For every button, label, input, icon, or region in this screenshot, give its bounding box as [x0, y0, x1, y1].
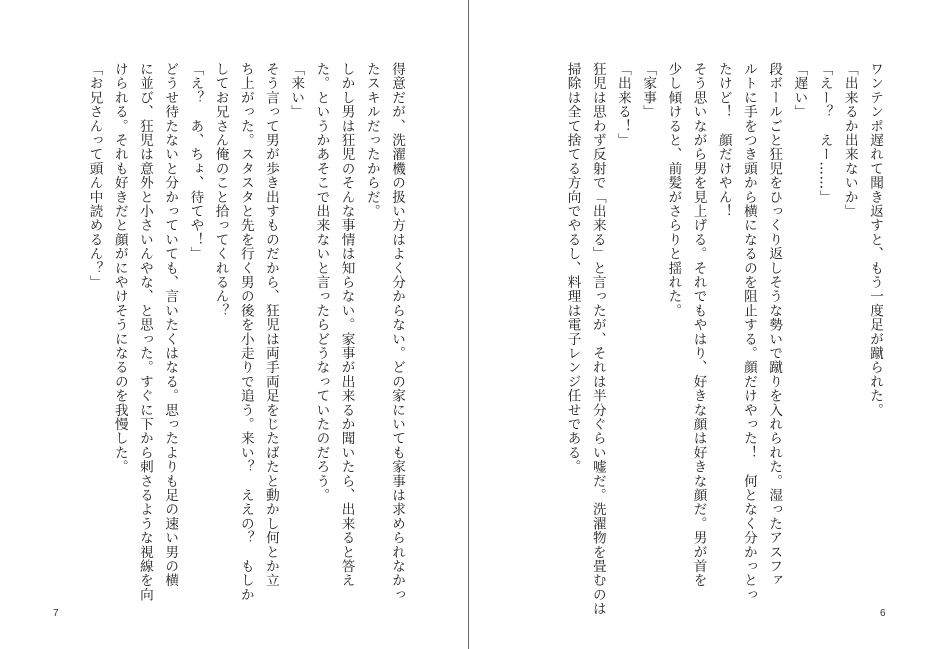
- right-line: 「家事」: [640, 62, 657, 119]
- left-line: 「来い」: [288, 62, 305, 119]
- right-line: そう思いながら男を見上げる。それでもやはり、好きな顔は好きな顔だ。男が首を: [690, 62, 707, 588]
- left-page: [0, 0, 469, 649]
- page-gutter-divider: [468, 0, 469, 649]
- right-line: 「えー？ えー……」: [816, 62, 833, 204]
- page-number: 6: [880, 608, 886, 619]
- right-page-body: [559, 62, 887, 616]
- left-line: 「え？ あ、ちょ、待てや！」: [187, 62, 204, 261]
- right-line: 「出来るか出来ないか」: [841, 62, 858, 219]
- right-page: [470, 0, 939, 649]
- left-line: に並び、狂児は意外と小さいんやな、と思った。すぐに下から刺さるような視線を向: [136, 62, 153, 602]
- left-line: どうせ待たないと分かっていても、言いたくはなる。思ったよりも足の速い男の横: [162, 62, 179, 588]
- page-number: 7: [53, 608, 59, 619]
- right-line: 「遅い」: [791, 62, 808, 119]
- right-line: 狂児は思わず反射で「出来る」と言ったが、それは半分ぐらい嘘だ。洗濯物を畳むのは: [589, 62, 606, 616]
- left-line: そう言って男が歩き出すものだから、狂児は両手両足をじたばたと動かし何とか立: [262, 62, 279, 588]
- right-line: たけど！ 顔だけやん！: [715, 62, 732, 219]
- right-line: ワンテンポ遅れて聞き返すと、もう一度足が蹴られた。: [867, 62, 883, 417]
- right-line: 「出来る！」: [614, 62, 631, 148]
- right-line: ルトに手をつき頭から横になるのを阻止する。顔だけやった！ 何となく分かっとっ: [740, 62, 757, 602]
- left-line: ち上がった。スタスタと先を行く男の後を小走りで追う。来い？ ええの？ もしか: [237, 62, 254, 602]
- left-line: たスキルだったからだ。: [363, 62, 380, 219]
- left-line: た。というかあそこで出来ないと言ったらどうなっていたのだろう。: [313, 62, 330, 503]
- left-line: してお兄さん俺のこと拾ってくれるん？: [212, 62, 229, 318]
- left-line: 「お兄さんって頭ん中読めるん？」: [86, 62, 103, 290]
- left-page-body: [81, 62, 409, 602]
- right-line: 段ボールごと狂児をひっくり返しそうな勢いで蹴りを入れられた。湿ったアスファ: [766, 62, 783, 588]
- left-line: けられる。それも好きだと顔がにやけそうになるのを我慢した。: [111, 62, 128, 474]
- right-line: 少し傾けると、前髪がさらりと揺れた。: [665, 62, 682, 318]
- left-line: しかし男は狂児のそんな事情は知らない。家事が出来るか聞いたら、出来ると答え: [338, 62, 355, 588]
- left-line: 得意だが、洗濯機の扱い方はよく分からない。どの家にいても家事は求められなかっ: [389, 62, 405, 602]
- right-line: 掃除は全て捨てる方向でやるし、料理は電子レンジ任せである。: [564, 62, 581, 474]
